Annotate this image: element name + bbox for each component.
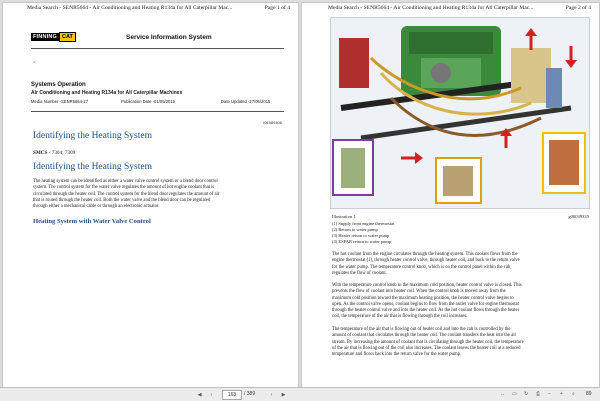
prev-page-icon[interactable]: ◀ — [197, 391, 202, 398]
para-line: open. As the control valve opens, coolant begins to flow from the outlet valve for engine thermostat — [332, 301, 519, 307]
legend-item: (3) Heater return to water pump — [332, 233, 390, 238]
page-header — [3, 5, 298, 14]
para-line: engine thermostat (1), through heater control valve, through heater coil, and back to the return valve — [332, 258, 520, 264]
subheading-water-valve[interactable]: Heating System with Water Valve Control — [33, 218, 151, 225]
legend-item: (4) ESPAR return to water pump — [332, 239, 391, 244]
search-icon[interactable]: ⌕ — [572, 391, 575, 397]
finning-logo-text: FINNING — [33, 34, 58, 40]
legend-item: (1) Supply from engine thermostat — [332, 221, 395, 226]
heating-system-illustration — [330, 17, 590, 209]
pdf-page-2 — [301, 2, 600, 388]
heading-identifying-heating-2: Identifying the Heating System — [33, 162, 152, 172]
para-line: system. The control system for the water valve regulates the amount of hot engine coolant that is — [33, 185, 215, 191]
illustration-id: i04589406 — [263, 120, 282, 125]
zoom-out-icon[interactable]: − — [548, 391, 551, 397]
para-line: coil, the temperature of the air that is flowing through the coil increases. — [332, 314, 468, 320]
next-icon[interactable]: › — [270, 391, 273, 398]
divider — [31, 111, 284, 112]
media-number: Media Number -SENR5664-27 — [31, 99, 89, 104]
legend-item: (2) Return to water pump — [332, 227, 378, 232]
page-header — [302, 5, 599, 14]
rotate-icon[interactable]: ↻ — [524, 391, 529, 397]
para-line: maximum cold position toward the maximum heating position, the heater control valve begins to — [332, 295, 514, 301]
para-line: that is routed through the heater coil. Both the water valve and the blend door can be regulated — [33, 197, 211, 203]
back-link-icon[interactable]: < — [33, 60, 37, 66]
ops-subtitle: Air Conditioning and Heating R134a for All Caterpillar Machines — [31, 90, 183, 96]
page-header-title: Media Search - SENR5664 - Air Conditioning and Heating R134a for All Caterpillar Mac... — [328, 5, 534, 11]
para-line: The hot coolant from the engine circulates through the heating system. This coolant flows from the — [332, 252, 518, 257]
page-header-title: Media Search - SENR5664 - Air Conditioning and Heating R134a for All Caterpillar Mac... — [27, 5, 233, 11]
next-page-icon[interactable]: ▶ — [281, 391, 286, 398]
para-line: of the air that is flowing out of the coil also increases. The coolant leaves the heater coil at a reduced — [332, 345, 521, 351]
smcs-label: SMCS — [33, 150, 48, 156]
para-line: stream. By increasing the amount of coolant that is circulating through the heater coil, the temperature — [332, 339, 524, 345]
systems-operation-block — [31, 82, 284, 110]
pdf-page-1 — [2, 2, 299, 388]
para-line: for the water pump. The temperature control knob, which is on the control panel within the cab, — [332, 264, 512, 270]
paragraph-3 — [332, 327, 587, 358]
illustration-code: g00039335 — [568, 214, 589, 219]
para-line: The heating system can be identified as either a water valve control system or a blend door control — [33, 179, 218, 184]
para-line: prevents the flow of coolant into heater coil. When the control knob is moved away from the — [332, 289, 506, 295]
engine-diagram — [331, 18, 589, 208]
prev-icon[interactable]: ‹ — [210, 391, 213, 398]
fit-width-icon[interactable]: ↔ — [500, 391, 505, 397]
page-number-input[interactable]: 163 — [222, 390, 242, 400]
fit-page-icon[interactable]: ▭ — [512, 391, 517, 397]
para-line: The temperature of the air that is flowing out of heater coil and into the cab is controlled by the — [332, 327, 511, 332]
cat-logo-text: CAT — [59, 32, 76, 42]
date-updated: Date Updated -27/05/2015 — [221, 99, 271, 104]
paragraph-1 — [332, 252, 587, 277]
para-line: With the temperature control knob in the maximum cold position, heater control valve is closed. This — [332, 283, 522, 288]
print-icon[interactable]: ⎙ — [536, 391, 541, 397]
heading-identifying-heating: Identifying the Heating System — [33, 131, 152, 141]
paragraph-2 — [332, 283, 587, 321]
zoom-level[interactable]: 89 — [586, 391, 592, 397]
zoom-in-icon[interactable]: + — [560, 391, 563, 397]
illustration-legend — [332, 221, 394, 245]
para-line: through either a mechanical cable or through an electronic actuator. — [33, 204, 160, 210]
publication-date: Publication Date -01/05/2015 — [121, 99, 176, 104]
para-line: temperature and flows back into the return valve for the water pump. — [332, 352, 462, 358]
finning-cat-logo — [31, 32, 76, 42]
para-line: amount of coolant that circulates through the heater coil. The coolant transfers the heat into the air — [332, 333, 517, 339]
ops-title: Systems Operation — [31, 82, 86, 88]
para-line: regulates the flow of coolant. — [332, 270, 387, 276]
viewer-toolbar — [0, 387, 600, 401]
smcs-value: - 7304; 7309 — [47, 150, 76, 156]
intro-paragraph — [33, 179, 284, 210]
smcs-codes — [33, 150, 75, 156]
para-line: circulated through the heater coil. The control system for the blend door regulates the amount of air — [33, 191, 220, 197]
divider — [31, 48, 284, 49]
illustration-caption — [332, 214, 589, 219]
page-count: / 389 — [244, 391, 256, 397]
page-header-number: Page 2 of 4 — [565, 5, 591, 11]
illustration-label: Illustration 1 — [332, 214, 356, 219]
cab-heater-unit — [511, 48, 551, 103]
system-title: Service Information System — [126, 34, 212, 41]
para-line: through the heater control valve and into the heater coil. As the hot coolant flows through the heater — [332, 308, 520, 314]
page-header-number: Page 1 of 4 — [264, 5, 290, 11]
